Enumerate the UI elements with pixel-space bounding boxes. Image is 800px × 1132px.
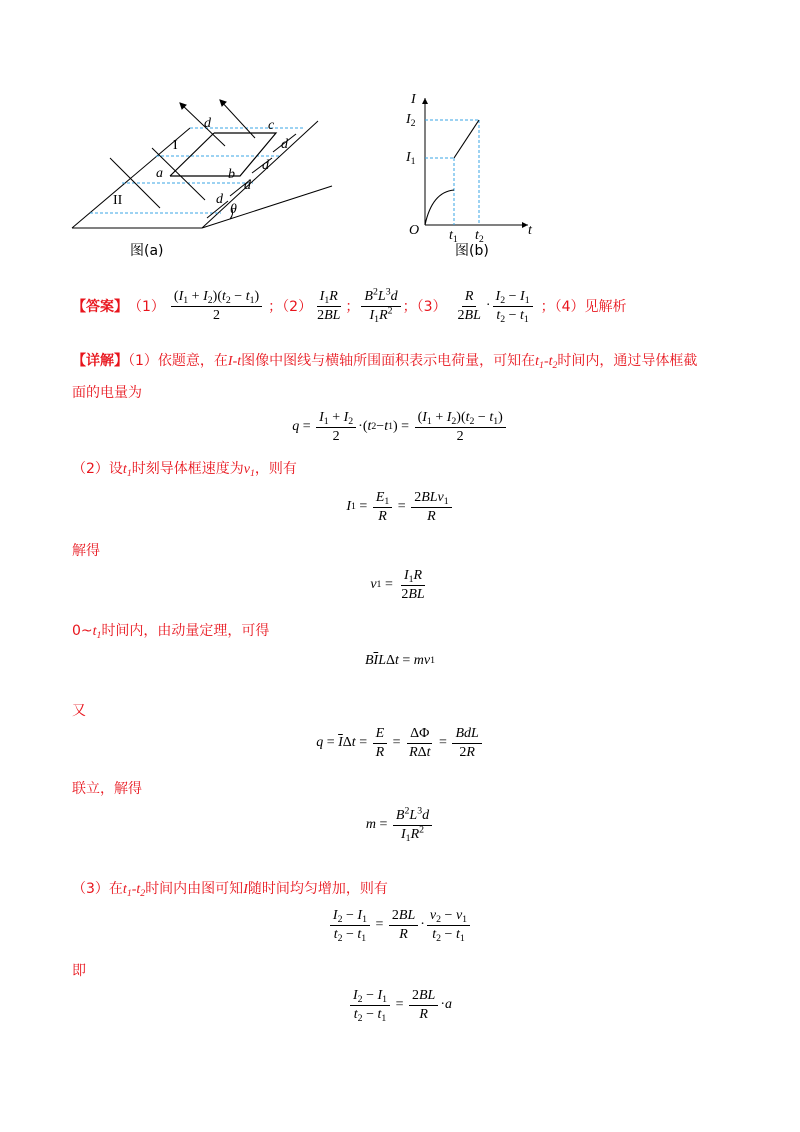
fig-a-label-d3: d	[244, 178, 251, 193]
answer-part4-label: ；（4）见解析	[540, 299, 627, 315]
eq-mass: m = $\frac{B^2L^3d}{I_1R^2}$	[0, 800, 800, 850]
fig-a-label-d2: d	[262, 158, 269, 173]
fig-b-tick-t2: $t_2$	[475, 228, 484, 245]
eq-charge-flux: q = $\overline{I}$ Δ t = $\frac{E}{R}$ = $\frac{\Delta\Phi}{\text{RΔt}}$ = $\frac{\text{BdL}}{2R}$	[0, 720, 800, 766]
answer-line	[72, 274, 627, 338]
figure-a-diagram	[60, 88, 340, 238]
fig-b-tick-t1: $t_1$	[449, 228, 458, 245]
fig-a-label-d1: d	[281, 137, 288, 152]
answer-part2-formula-v1: $\frac{I_1R}{2BL}$	[317, 288, 341, 323]
fig-b-tick-i1: $I_1$	[406, 150, 416, 167]
fig-a-label-region1: I	[173, 138, 178, 153]
detail-tag: 【详解】	[72, 353, 128, 369]
detail-combine: 联立，解得	[72, 781, 142, 797]
detail-line1: 【详解】（1）依题意，在I-t图像中图线与横轴所围面积表示电荷量，可知在$t_1-t_2$时间内，通过导体框截	[72, 353, 698, 371]
detail-interval: $0\sim t_1$时间内，由动量定理，可得	[72, 623, 270, 641]
answer-part1-label: （1）	[128, 299, 165, 315]
detail-part3-intro: （3）在$t_1-t_2$时间内由图可知I随时间均匀增加，则有	[72, 881, 388, 899]
fig-a-label-d-corner: d	[204, 116, 211, 131]
eq-current-i1: I 1 = $\frac{E_1}{R}$ = $\frac{2BLv_1}{R}$	[0, 484, 800, 530]
figure-b-graph	[400, 90, 540, 240]
eq-current-rate: $\frac{I_2 - I_1}{t_2 - t_1}$ = $\frac{2BL}{R}$ · $\frac{v_2 - v_1}{t_2 - t_1}$	[0, 900, 800, 950]
answer-tag: 【答案】	[72, 299, 128, 315]
fig-b-axis-y: I	[411, 92, 416, 107]
answer-part3-formula: $\frac{R}{2BL}$ · $\frac{I_2 - I_1}{t_2 - t_1}$	[453, 288, 535, 325]
detail-line2: 面的电量为	[72, 385, 142, 401]
fig-a-label-theta: θ	[230, 202, 237, 217]
detail-also: 又	[72, 703, 86, 719]
eq-charge: q = $\frac{I_1 + I_2}{2}$ ·( t 2 − t 1 ) = $\frac{(I_1 + I_2)(t_2 - t_1)}{2}$	[0, 402, 800, 452]
fig-a-label-region2: II	[113, 193, 123, 208]
fig-a-label-c: c	[268, 118, 275, 133]
detail-part2-intro: （2）设$t_1$时刻导体框速度为$v_1$，则有	[72, 461, 297, 479]
answer-part3-label: ；（3）	[402, 299, 447, 315]
answer-sep: ；	[345, 299, 360, 315]
answer-part2-label: ；（2）	[268, 299, 313, 315]
detail-solve-1: 解得	[72, 543, 100, 559]
eq-velocity-v1: v 1 = $\frac{I_1R}{2BL}$	[370, 567, 425, 602]
eq-momentum: B $\overline{I}$ L Δ t = mv 1	[364, 653, 436, 668]
answer-part1-formula: $\frac{(I_1 + I_2)(t_2 - t_1)}{2}$	[171, 288, 262, 325]
fig-a-caption: 图(a)	[130, 243, 164, 259]
eq-acceleration: $\frac{I_2 - I_1}{t_2 - t_1}$ = $\frac{2BL}{R}$ · a	[0, 980, 800, 1030]
fig-a-label-d4: d	[216, 192, 223, 207]
fig-b-caption: 图(b)	[455, 243, 489, 259]
fig-a-label-b: b	[228, 167, 235, 182]
fig-b-tick-i2: $I_2$	[406, 112, 416, 129]
fig-a-label-a: a	[156, 166, 163, 181]
detail-that-is: 即	[72, 963, 86, 979]
answer-part2-formula-m: $\frac{B^2L^3d}{I_1R^2}$	[361, 288, 400, 325]
fig-b-axis-x: t	[528, 223, 532, 238]
fig-b-origin: O	[409, 223, 420, 238]
